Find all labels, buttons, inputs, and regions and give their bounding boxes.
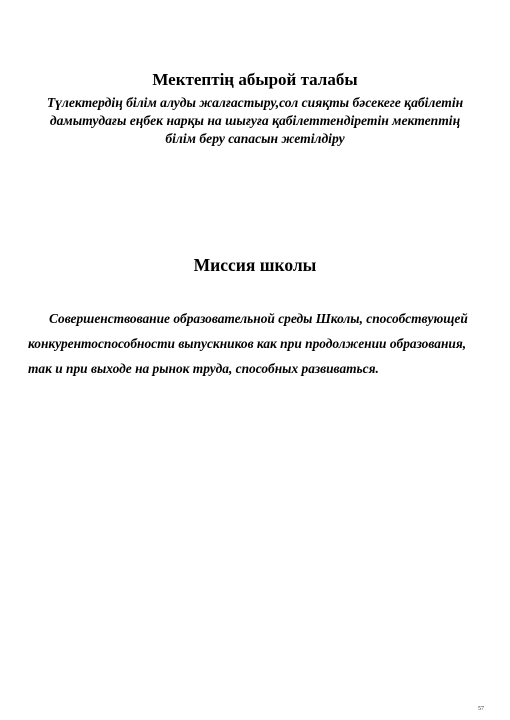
kazakh-section-title: Мектептің абырой талабы	[152, 70, 358, 89]
russian-mission-line-1: Совершенствование образовательной среды Школы, способствующей	[49, 311, 468, 326]
kazakh-mission-text: Түлектердің білім алуды жалғастыру,сол сияқты бәсекеге қабілетін дамытудағы еңбек нарқы на шығуға қабілеттендіретін мектептің білім беру сапасын жетілдіру	[46, 95, 464, 146]
russian-mission-text	[28, 306, 498, 381]
russian-section-title: Миссия школы	[193, 255, 317, 275]
page-number: 57	[478, 706, 484, 712]
russian-mission-line-2: конкурентоспособности выпускников как при продолжении образования,	[28, 336, 467, 351]
russian-mission-line-3: так и при выходе на рынок труда, способных развиваться.	[28, 361, 379, 376]
